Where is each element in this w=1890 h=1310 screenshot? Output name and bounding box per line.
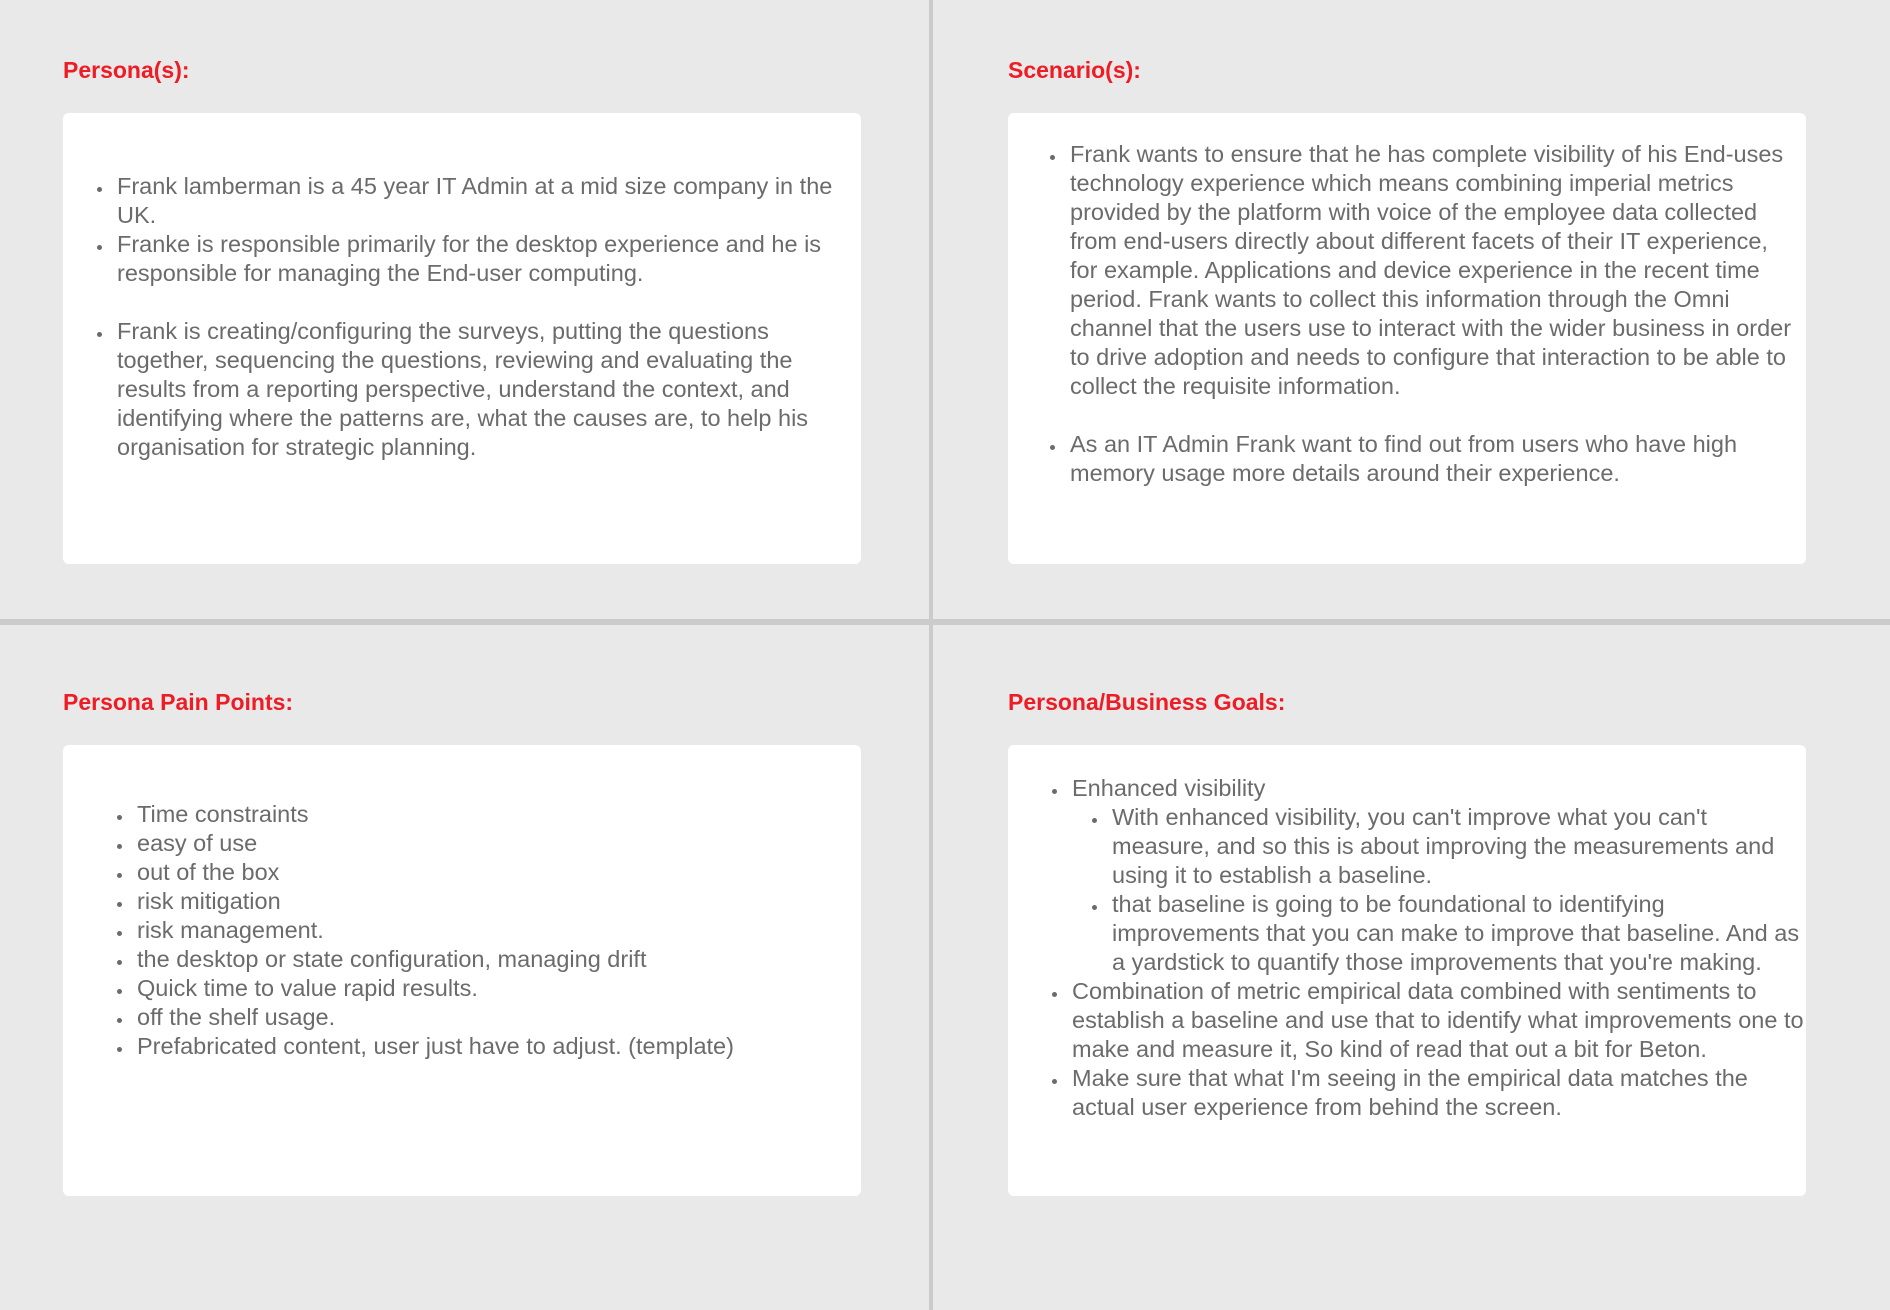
list-item: • Make sure that what I'm seeing in the empirical data matches the actual user experience from behind the screen. bbox=[1069, 1064, 1804, 1122]
list-item: • out of the box bbox=[134, 858, 834, 887]
scenarios-card[interactable] bbox=[1008, 113, 1806, 564]
list-item: • Time constraints bbox=[134, 800, 834, 829]
sublist-item: • that baseline is going to be foundational to identifying improvements that you can make to improve that baseline. And as a yardstick to quantify those improvements that you're making. bbox=[1109, 890, 1804, 977]
pain-points-card[interactable] bbox=[63, 745, 861, 1196]
goals-sublist bbox=[1072, 803, 1804, 977]
list-item: • Frank is creating/configuring the surveys, putting the questions together, sequencing the questions, reviewing and evaluating the results from a reporting perspective, understand the context, and identifying where the patterns are, what the causes are, to help his organisation for strategic planning. bbox=[114, 317, 844, 462]
goals-card[interactable] bbox=[1008, 745, 1806, 1196]
list-item: • off the shelf usage. bbox=[134, 1003, 834, 1032]
goals-list bbox=[1069, 774, 1804, 1122]
pain-points-heading: Persona Pain Points: bbox=[63, 689, 294, 715]
scenarios-heading: Scenario(s): bbox=[1008, 57, 1141, 83]
sublist-item: • With enhanced visibility, you can't improve what you can't measure, and so this is about improving the measurements and using it to establish a baseline. bbox=[1109, 803, 1804, 890]
list-item: • Quick time to value rapid results. bbox=[134, 974, 834, 1003]
vertical-divider bbox=[929, 0, 933, 1310]
personas-list bbox=[114, 172, 844, 462]
list-item: • Combination of metric empirical data combined with sentiments to establish a baseline and use that to identify what improvements one to make and measure it, So kind of read that out a bit for Beton. bbox=[1069, 977, 1804, 1064]
list-item: • Prefabricated content, user just have to adjust. (template) bbox=[134, 1032, 834, 1061]
goals-heading: Persona/Business Goals: bbox=[1008, 689, 1286, 715]
goal-text: Enhanced visibility bbox=[1072, 775, 1266, 801]
list-item: • Frank wants to ensure that he has complete visibility of his End-uses technology experience which means combining imperial metrics provided by the platform with voice of the employee data collected from end-users directly about different facets of their IT experience, for example. Applications and device experience in the recent time period. Frank wants to collect this information through the Omni channel that the users use to interact with the wider business in order to drive adoption and needs to configure that interaction to be able to collect the requisite information. bbox=[1067, 140, 1792, 401]
personas-card[interactable] bbox=[63, 113, 861, 564]
list-item: • easy of use bbox=[134, 829, 834, 858]
personas-heading: Persona(s): bbox=[63, 57, 190, 83]
pain-points-list bbox=[134, 800, 834, 1061]
list-item: • As an IT Admin Frank want to find out from users who have high memory usage more details around their experience. bbox=[1067, 430, 1792, 488]
scenarios-list bbox=[1067, 140, 1792, 488]
list-item: • risk management. bbox=[134, 916, 834, 945]
list-item: • Franke is responsible primarily for the desktop experience and he is responsible for managing the End-user computing. bbox=[114, 230, 844, 288]
horizontal-divider bbox=[0, 619, 1890, 625]
list-item: • the desktop or state configuration, managing drift bbox=[134, 945, 834, 974]
list-item: • risk mitigation bbox=[134, 887, 834, 916]
list-item bbox=[1069, 774, 1804, 977]
list-item: • Frank lamberman is a 45 year IT Admin at a mid size company in the UK. bbox=[114, 172, 844, 230]
